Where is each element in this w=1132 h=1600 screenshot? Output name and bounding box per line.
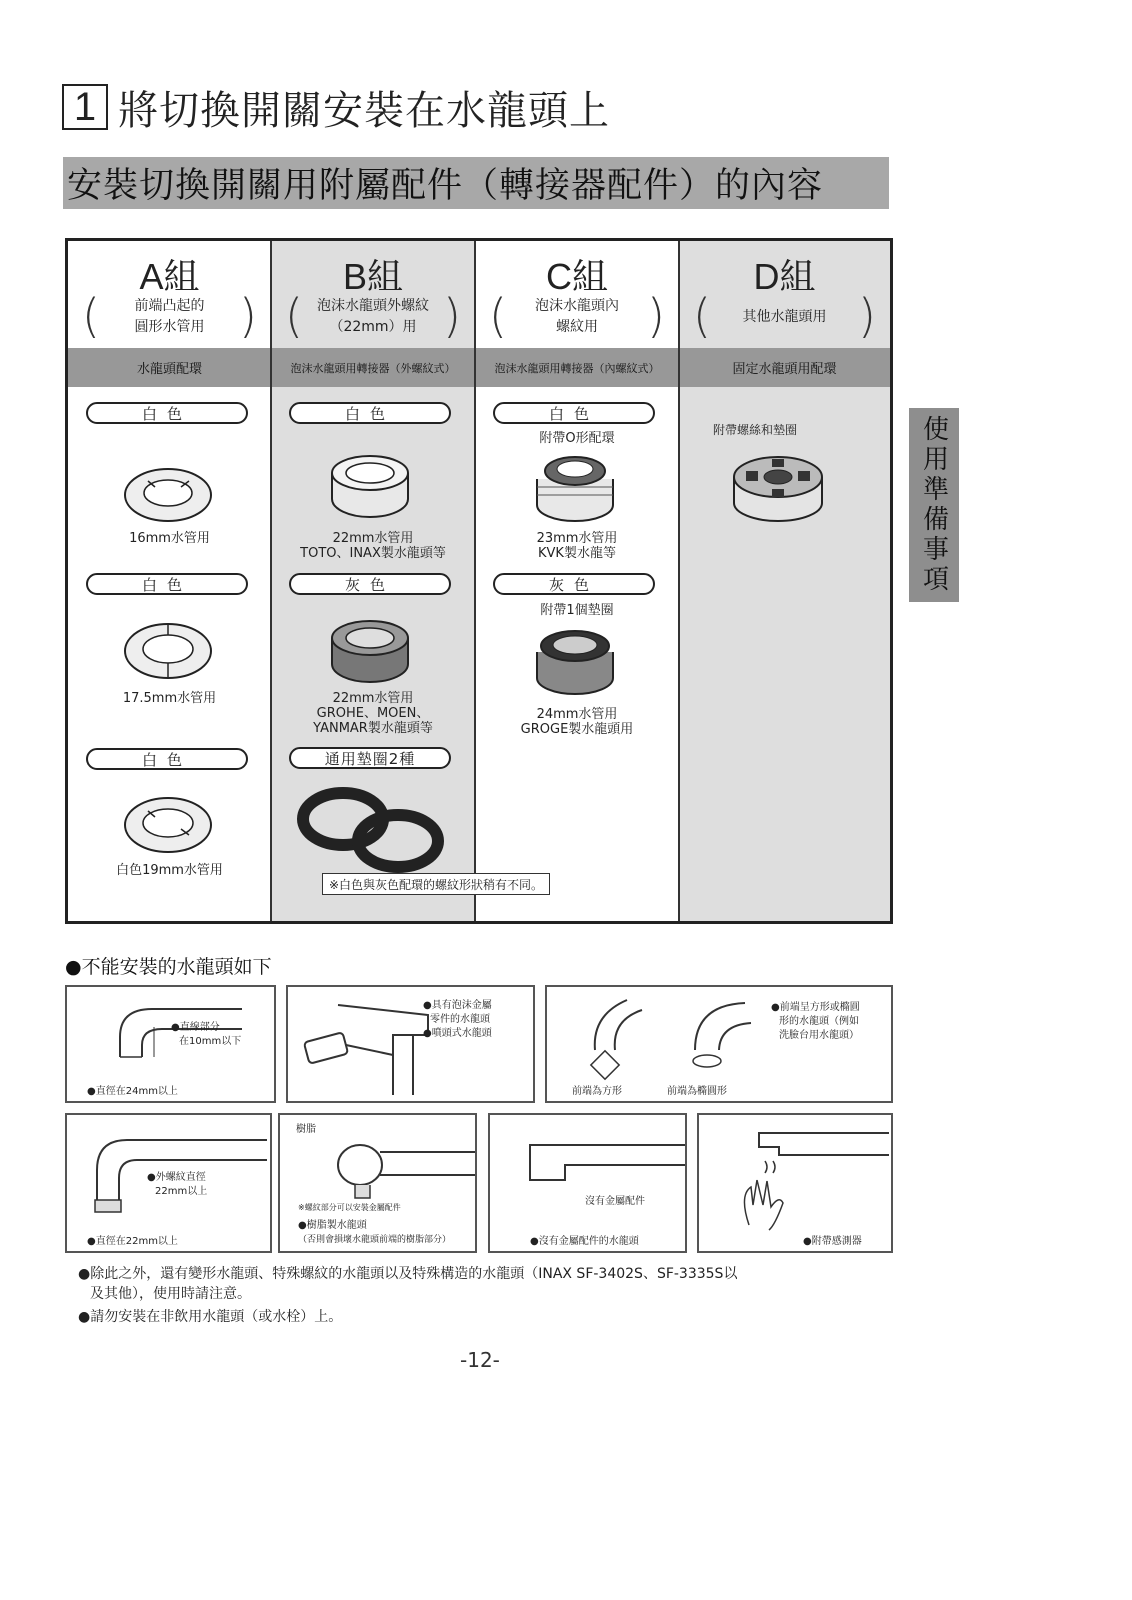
adapter-b1-icon — [325, 451, 415, 521]
sensor-faucet-illustration — [739, 1125, 889, 1235]
caption: GROGE製水龍頭用 — [520, 722, 634, 737]
box-text: 洗臉台用水龍頭） — [779, 1030, 859, 1041]
group-a-desc2: 圓形水管用 — [134, 319, 205, 335]
faucet-illustration — [298, 995, 438, 1100]
footnote: ●除此之外，還有變形水龍頭、特殊螺紋的水龍頭以及特殊構造的水龍頭（INAX SF-3402S、SF-3335S以 — [78, 1266, 738, 1282]
resin-faucet-illustration — [330, 1130, 475, 1200]
adapter-d-icon — [728, 449, 828, 529]
box-text: ●附帶感測器 — [803, 1236, 862, 1247]
box-text: 在10mm以下 — [179, 1036, 242, 1047]
color-pill: 白色 — [86, 402, 248, 424]
faucet-box-4 — [65, 1113, 272, 1253]
oval-faucet-illustration — [685, 995, 755, 1080]
note: 附帶O形配環 — [539, 431, 615, 446]
group-d-name: D組 — [753, 256, 816, 297]
group-c-desc2: 螺紋用 — [556, 319, 598, 335]
ring-a1-icon — [123, 463, 213, 523]
group-d-desc1: 其他水龍頭用 — [742, 308, 827, 325]
box-text: ●沒有金屬配件的水龍頭 — [530, 1236, 639, 1247]
subtitle-bar — [63, 157, 889, 209]
table-note: ※白色與灰色配環的螺紋形狀稍有不同。 — [322, 873, 550, 895]
group-a-desc1: 前端凸起的 — [134, 298, 205, 314]
box-text: ●直徑在24mm以上 — [87, 1086, 178, 1097]
caption: GROHE、MOEN、 — [316, 706, 430, 721]
caption: YANMAR製水龍頭等 — [313, 721, 433, 736]
group-a-header: A組 ( ) 前端凸起的 圓形水管用 — [68, 241, 271, 921]
box-text: ●前端呈方形或橢圓 — [771, 1002, 860, 1013]
caption: 17.5mm水管用 — [122, 691, 217, 706]
box-text: 沒有金屬配件 — [585, 1196, 645, 1207]
caption: 24mm水管用 — [536, 707, 618, 722]
faucet-box-6 — [488, 1113, 687, 1253]
faucet-box-2 — [286, 985, 535, 1103]
caption: TOTO、INAX製水龍頭等 — [300, 546, 446, 561]
faucet-box-7 — [697, 1113, 893, 1253]
box-text: 前端為方形 — [572, 1086, 622, 1097]
group-c-name: C組 — [546, 256, 608, 297]
box-text: 樹脂 — [296, 1124, 316, 1135]
color-pill: 白色 — [289, 402, 451, 424]
group-b-name: B組 — [342, 256, 403, 297]
box-text: ※螺紋部分可以安裝金屬配件 — [298, 1203, 401, 1212]
adapter-c2-icon — [530, 624, 620, 699]
box-text: ●噴頭式水龍頭 — [423, 1028, 492, 1039]
ring-a3-icon — [123, 793, 213, 853]
group-c-header: C組 ( ) 泡沫水龍頭內 螺紋用 — [475, 241, 679, 921]
box-text: ●具有泡沫金屬 — [423, 1000, 492, 1011]
note: 附帶螺絲和墊圈 — [713, 423, 798, 437]
box-text: 前端為橢圓形 — [667, 1086, 727, 1097]
color-pill: 白色 — [86, 748, 248, 770]
ring-a2-icon — [123, 619, 213, 679]
gaskets-icon — [298, 781, 448, 881]
subtitle: 安裝切換開關用附屬配件（轉接器配件）的內容 — [67, 166, 824, 206]
page-heading — [62, 82, 610, 132]
group-d-header: D組 ( ) 其他水龍頭用 — [679, 241, 890, 921]
caption: 16mm水管用 — [129, 531, 210, 546]
square-faucet-illustration — [587, 995, 647, 1080]
group-a-name: A組 — [139, 256, 200, 297]
faucet-box-1 — [65, 985, 276, 1103]
faucet-box-5 — [278, 1113, 477, 1253]
adapter-c1-icon — [530, 451, 620, 526]
faucet-box-3 — [545, 985, 893, 1103]
adapter-table — [65, 238, 893, 924]
section2-title: ●不能安裝的水龍頭如下 — [65, 956, 272, 978]
box-text: ●外螺紋直徑 — [147, 1172, 206, 1183]
caption: 22mm水管用 — [332, 691, 414, 706]
group-b-desc2: （22mm）用 — [329, 319, 417, 335]
caption: 白色19mm水管用 — [116, 863, 223, 878]
box-text: 22mm以上 — [155, 1186, 208, 1197]
box-text: ●樹脂製水龍頭 — [298, 1220, 367, 1231]
page-number: -12- — [460, 1348, 500, 1372]
caption: 23mm水管用 — [536, 531, 618, 546]
caption: KVK製水龍等 — [538, 546, 616, 561]
color-pill: 白色 — [493, 402, 655, 424]
box-text: ●直徑在22mm以上 — [87, 1236, 178, 1247]
page-title: 將切換開關安裝在水龍頭上 — [118, 87, 610, 134]
band-d: 固定水龍頭用配環 — [732, 362, 837, 377]
color-pill: 灰色 — [493, 573, 655, 595]
color-pill: 灰色 — [289, 573, 451, 595]
footnote: 及其他），使用時請注意。 — [90, 1286, 251, 1302]
caption: 22mm水管用 — [332, 531, 414, 546]
box-text: 形的水龍頭（例如 — [779, 1016, 859, 1027]
adapter-b2-icon — [325, 616, 415, 686]
band-c: 泡沫水龍頭用轉接器（內螺紋式） — [494, 361, 660, 375]
side-tab-label: 使用準備事項 — [918, 415, 949, 595]
group-b-header: B組 ( ) 泡沫水龍頭外螺紋 （22mm）用 — [271, 241, 475, 921]
box-text: 零件的水龍頭 — [430, 1014, 490, 1025]
group-b-desc1: 泡沫水龍頭外螺紋 — [317, 298, 429, 314]
footnote: ●請勿安裝在非飲用水龍頭（或水栓）上。 — [78, 1309, 343, 1325]
band-b: 泡沫水龍頭用轉接器（外螺紋式） — [290, 361, 456, 375]
box-text: （否則會損壞水龍頭前端的樹脂部分） — [298, 1235, 452, 1245]
group-c-desc1: 泡沫水龍頭內 — [535, 298, 619, 314]
box-text: ●直線部分 — [171, 1022, 220, 1033]
band-a: 水龍頭配環 — [136, 362, 202, 377]
note: 附帶1個墊圈 — [540, 603, 614, 618]
color-pill: 白色 — [86, 573, 248, 595]
gasket-pill: 通用墊圈2種 — [289, 747, 451, 769]
section-number: 1 — [62, 84, 108, 130]
